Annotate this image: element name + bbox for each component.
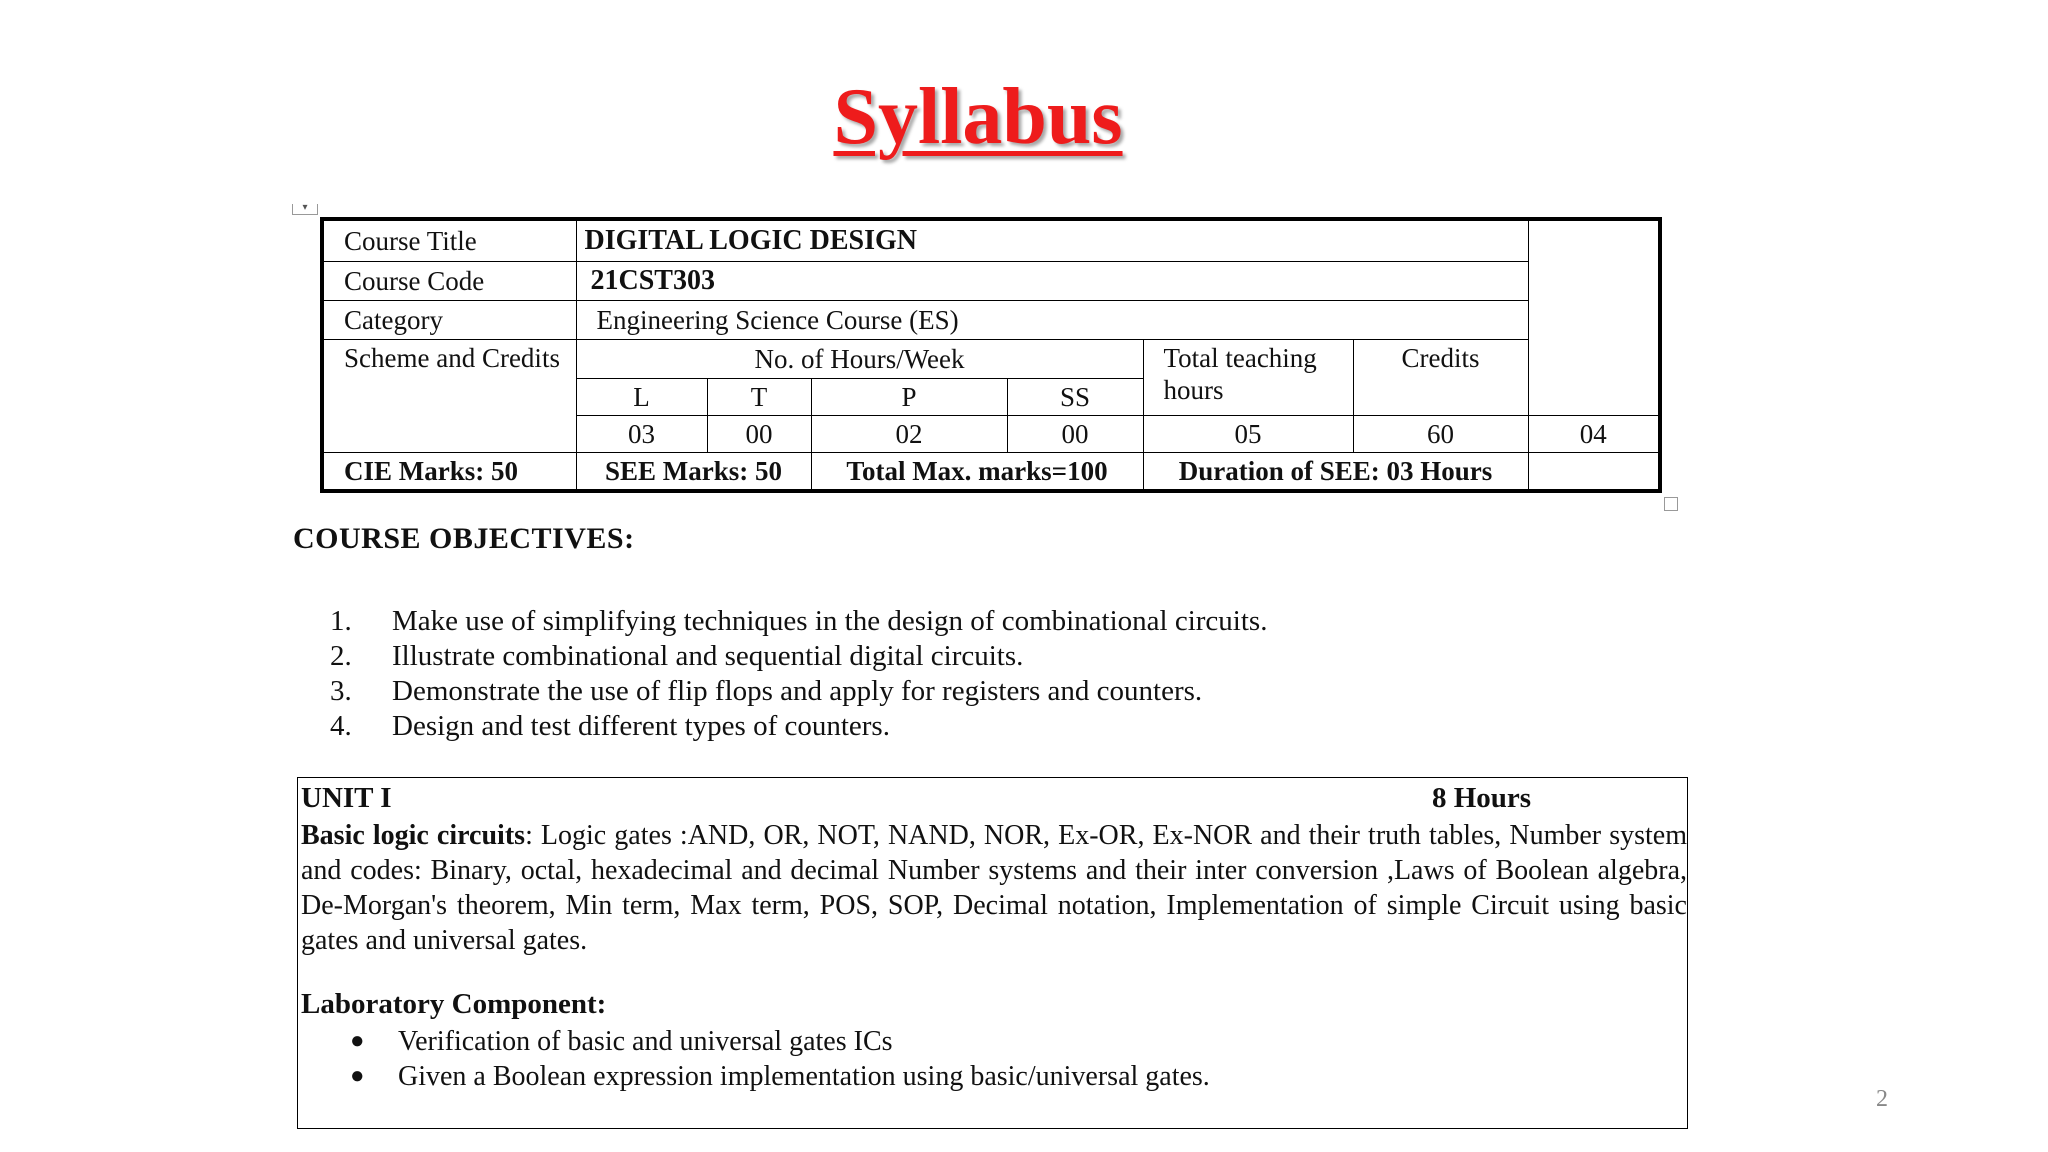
unit-box (297, 777, 1688, 1129)
col-p: P (811, 378, 1007, 415)
lab-item-text: Given a Boolean expression implementation using basic/universal gates. (398, 1061, 1210, 1092)
lab-item-text: Verification of basic and universal gates ICs (398, 1026, 893, 1057)
duration-of-see: Duration of SEE: 03 Hours (1143, 453, 1528, 491)
val-p: 02 (811, 415, 1007, 452)
course-title-value: DIGITAL LOGIC DESIGN (576, 219, 1528, 261)
table-resize-handle-icon[interactable] (1664, 497, 1678, 511)
item-number: 1. (330, 605, 352, 637)
list-item (330, 709, 1267, 744)
unit-title: UNIT I (301, 782, 392, 814)
list-item (330, 674, 1267, 709)
category-value: Engineering Science Course (ES) (576, 301, 1528, 340)
item-text: Design and test different types of counters. (392, 710, 890, 742)
category-label: Category (322, 301, 576, 340)
col-ss: SS (1007, 378, 1143, 415)
val-t: 00 (707, 415, 811, 452)
unit-topic-text: : Logic gates :AND, OR, NOT, NAND, NOR, Ex-OR, Ex-NOR and their truth tables, Number system and codes: Binary, octal, hexadecimal and decimal Number systems and their inter conversion ,Laws of Boolean algebra, De-Morgan's theorem, Min term, Max term, POS, SOP, Decimal notation, Implementation of simple Circuit using basic gates and universal gates. (301, 820, 1687, 956)
list-item (330, 604, 1267, 639)
bullet-icon: ● (350, 1028, 365, 1054)
item-text: Demonstrate the use of flip flops and apply for registers and counters. (392, 675, 1203, 707)
val-l: 03 (576, 415, 707, 452)
unit-content (301, 818, 1687, 958)
course-code-value: 21CST303 (576, 261, 1528, 300)
lab-list (350, 1024, 1210, 1094)
item-text: Illustrate combinational and sequential digital circuits. (392, 640, 1024, 672)
unit-hours: 8 Hours (1432, 782, 1532, 814)
credits-label: Credits (1353, 340, 1528, 416)
val-ss: 00 (1007, 415, 1143, 452)
course-info-table (320, 217, 1662, 493)
list-item (350, 1024, 1210, 1059)
val-total: 05 (1143, 415, 1353, 452)
total-max-marks: Total Max. marks=100 (811, 453, 1143, 491)
objectives-list (330, 604, 1267, 744)
cie-marks: CIE Marks: 50 (322, 453, 576, 491)
item-text: Make use of simplifying techniques in the design of combinational circuits. (392, 605, 1268, 637)
item-number: 4. (330, 710, 352, 742)
total-teaching-label: Total teaching hours (1143, 340, 1353, 416)
objectives-heading: COURSE OBJECTIVES: (293, 522, 635, 555)
page-number: 2 (1876, 1086, 1888, 1112)
see-marks: SEE Marks: 50 (576, 453, 811, 491)
course-title-label: Course Title (322, 219, 576, 261)
total-teaching-value: 60 (1353, 415, 1528, 452)
item-number: 3. (330, 675, 352, 707)
hours-week-label: No. of Hours/Week (576, 340, 1143, 378)
col-t: T (707, 378, 811, 415)
lab-heading: Laboratory Component: (301, 988, 607, 1020)
list-item (330, 639, 1267, 674)
list-item (350, 1059, 1210, 1094)
col-l: L (576, 378, 707, 415)
unit-topic-heading: Basic logic circuits (301, 820, 526, 851)
scheme-label: Scheme and Credits (322, 340, 576, 453)
credits-value: 04 (1528, 415, 1660, 452)
item-number: 2. (330, 640, 352, 672)
course-code-label: Course Code (322, 261, 576, 300)
table-move-handle-icon[interactable]: ▾ (292, 204, 318, 215)
slide-title: Syllabus (833, 73, 1123, 161)
bullet-icon: ● (350, 1063, 365, 1089)
